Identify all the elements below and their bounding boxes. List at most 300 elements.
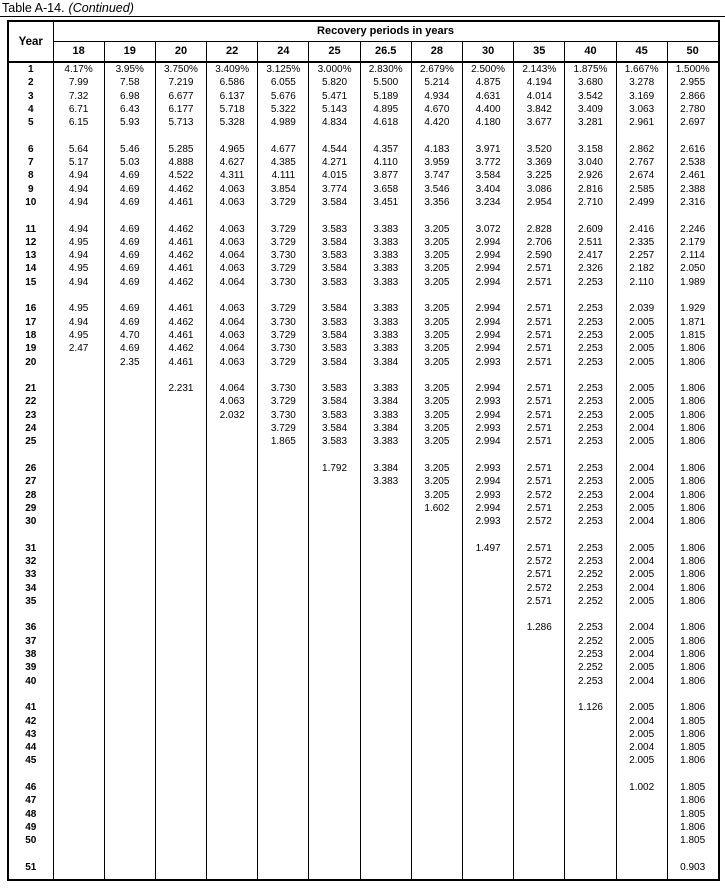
- rate-cell: [360, 715, 411, 728]
- rate-cell: [155, 582, 206, 595]
- rate-cell: 4.461: [155, 302, 206, 315]
- rate-cell: 2.005: [616, 754, 667, 767]
- rate-cell: 1.806: [667, 475, 718, 488]
- table-row-year-40: [8, 675, 719, 688]
- rate-cell: [53, 502, 104, 515]
- spacer-cell: [565, 369, 616, 382]
- rate-cell: [155, 475, 206, 488]
- rate-cell: [258, 502, 309, 515]
- year-cell: 46: [8, 781, 53, 794]
- table-row-year-9: [8, 183, 719, 196]
- rate-cell: [309, 475, 360, 488]
- rate-cell: 3.063: [616, 103, 667, 116]
- rate-cell: 5.189: [360, 90, 411, 103]
- spacer-cell: [258, 608, 309, 621]
- rate-cell: 0.903: [667, 861, 718, 874]
- rate-cell: 5.713: [155, 116, 206, 129]
- rate-cell: 2.004: [616, 741, 667, 754]
- rate-cell: 2.572: [514, 582, 565, 595]
- spacer-cell: [411, 129, 462, 142]
- rate-cell: 2.005: [616, 316, 667, 329]
- rate-cell: [104, 409, 155, 422]
- rate-cell: 5.718: [207, 103, 258, 116]
- year-cell: 25: [8, 435, 53, 448]
- rate-cell: 4.311: [207, 169, 258, 182]
- rate-cell: 2.005: [616, 409, 667, 422]
- rate-cell: 2.388: [667, 183, 718, 196]
- spacer-cell: [565, 768, 616, 781]
- rate-cell: [411, 728, 462, 741]
- year-cell: 5: [8, 116, 53, 129]
- year-cell: 41: [8, 701, 53, 714]
- rate-cell: 3.729: [258, 329, 309, 342]
- rate-cell: 4.462: [155, 249, 206, 262]
- year-cell: 23: [8, 409, 53, 422]
- rate-cell: 2.994: [463, 475, 514, 488]
- rate-cell: [53, 395, 104, 408]
- rate-cell: 2.866: [667, 90, 718, 103]
- rate-cell: [309, 635, 360, 648]
- rate-cell: 2.994: [463, 329, 514, 342]
- rate-cell: [565, 794, 616, 807]
- rate-cell: 2.538: [667, 156, 718, 169]
- rate-cell: 3.583: [309, 435, 360, 448]
- spacer-cell: [207, 848, 258, 861]
- spacer-cell: [8, 369, 53, 382]
- rate-cell: [411, 741, 462, 754]
- rate-cell: [155, 409, 206, 422]
- rate-cell: 4.544: [309, 143, 360, 156]
- rate-cell: 1.815: [667, 329, 718, 342]
- rate-cell: 3.383: [360, 475, 411, 488]
- table-row-year-46: [8, 781, 719, 794]
- rate-cell: 1.871: [667, 316, 718, 329]
- rate-cell: 4.063: [207, 302, 258, 315]
- table-row-year-35: [8, 595, 719, 608]
- rate-cell: [104, 542, 155, 555]
- rate-cell: 1.286: [514, 621, 565, 634]
- table-row-year-21: [8, 382, 719, 395]
- table-row-year-18: [8, 329, 719, 342]
- rate-cell: [463, 648, 514, 661]
- rate-cell: [309, 648, 360, 661]
- rate-cell: [565, 834, 616, 847]
- spacer-cell: [207, 688, 258, 701]
- spacer-cell: [104, 129, 155, 142]
- rate-cell: 2.004: [616, 715, 667, 728]
- rate-cell: [309, 781, 360, 794]
- spacer-cell: [258, 369, 309, 382]
- rate-cell: 4.95: [53, 302, 104, 315]
- table-row-year-36: [8, 621, 719, 634]
- rate-cell: 2.005: [616, 395, 667, 408]
- spacer-cell: [258, 688, 309, 701]
- rate-cell: 2.252: [565, 595, 616, 608]
- rate-cell: 3.584: [463, 169, 514, 182]
- rate-cell: [360, 675, 411, 688]
- spacer-cell: [53, 688, 104, 701]
- spacer-cell: [667, 688, 718, 701]
- rate-cell: 2.830%: [360, 62, 411, 76]
- rate-cell: [207, 621, 258, 634]
- rate-cell: [360, 808, 411, 821]
- rate-cell: 4.461: [155, 262, 206, 275]
- spacer-cell: [565, 449, 616, 462]
- rate-cell: 2.571: [514, 316, 565, 329]
- rate-cell: [411, 635, 462, 648]
- column-header-28: 28: [411, 41, 462, 62]
- spacer-cell: [616, 848, 667, 861]
- spacer-cell: [309, 528, 360, 541]
- rate-cell: 2.994: [463, 382, 514, 395]
- spacer-cell: [309, 209, 360, 222]
- rate-cell: [155, 635, 206, 648]
- spacer-cell: [207, 209, 258, 222]
- spacer-cell: [155, 129, 206, 142]
- rate-cell: 2.674: [616, 169, 667, 182]
- spacer-cell: [104, 874, 155, 880]
- rate-cell: 2.35: [104, 356, 155, 369]
- rate-cell: 2.993: [463, 489, 514, 502]
- rate-cell: 4.357: [360, 143, 411, 156]
- rate-cell: [258, 834, 309, 847]
- rate-cell: 3.383: [360, 223, 411, 236]
- table-row-year-44: [8, 741, 719, 754]
- rate-cell: 2.993: [463, 356, 514, 369]
- rate-cell: 1.806: [667, 542, 718, 555]
- rate-cell: [309, 595, 360, 608]
- rate-cell: 4.462: [155, 316, 206, 329]
- table-row-year-12: [8, 236, 719, 249]
- rate-cell: 2.005: [616, 435, 667, 448]
- rate-cell: 1.806: [667, 582, 718, 595]
- table-row-year-23: [8, 409, 719, 422]
- rate-cell: 2.993: [463, 422, 514, 435]
- rate-cell: 3.842: [514, 103, 565, 116]
- rate-cell: 2.253: [565, 395, 616, 408]
- rate-cell: [104, 701, 155, 714]
- year-cell: 47: [8, 794, 53, 807]
- spacer-cell: [616, 209, 667, 222]
- year-cell: 7: [8, 156, 53, 169]
- spacer-cell: [667, 874, 718, 880]
- rate-cell: 2.253: [565, 515, 616, 528]
- rate-cell: [155, 781, 206, 794]
- year-cell: 1: [8, 62, 53, 76]
- rate-cell: 3.854: [258, 183, 309, 196]
- spacer-cell: [258, 289, 309, 302]
- rate-cell: [53, 715, 104, 728]
- rate-cell: [53, 794, 104, 807]
- rate-cell: 2.257: [616, 249, 667, 262]
- spacer-cell: [207, 129, 258, 142]
- year-cell: 15: [8, 276, 53, 289]
- rate-cell: 4.95: [53, 262, 104, 275]
- rate-cell: 4.461: [155, 196, 206, 209]
- rate-cell: 2.994: [463, 316, 514, 329]
- rate-cell: [258, 715, 309, 728]
- spacer-cell: [155, 528, 206, 541]
- rate-cell: [258, 821, 309, 834]
- spacer-cell: [309, 874, 360, 880]
- rate-cell: [104, 741, 155, 754]
- rate-cell: [155, 675, 206, 688]
- rate-cell: 3.729: [258, 236, 309, 249]
- table-row-year-38: [8, 648, 719, 661]
- rate-cell: [53, 409, 104, 422]
- spacer-row: [8, 129, 719, 142]
- rate-cell: [207, 422, 258, 435]
- spacer-cell: [104, 608, 155, 621]
- year-cell: 18: [8, 329, 53, 342]
- rate-cell: 2.697: [667, 116, 718, 129]
- rate-cell: 3.730: [258, 249, 309, 262]
- spacer-cell: [411, 289, 462, 302]
- rate-cell: [155, 715, 206, 728]
- rate-cell: 3.281: [565, 116, 616, 129]
- rate-cell: 2.253: [565, 329, 616, 342]
- rate-cell: 2.994: [463, 409, 514, 422]
- rate-cell: [207, 462, 258, 475]
- table-row-year-5: [8, 116, 719, 129]
- rate-cell: 2.143%: [514, 62, 565, 76]
- rate-cell: [463, 621, 514, 634]
- spacer-cell: [514, 528, 565, 541]
- rate-cell: 2.005: [616, 329, 667, 342]
- rate-cell: [53, 834, 104, 847]
- table-row-year-16: [8, 302, 719, 315]
- rate-cell: [53, 568, 104, 581]
- table-row-year-31: [8, 542, 719, 555]
- rate-cell: 3.383: [360, 302, 411, 315]
- rate-cell: [104, 582, 155, 595]
- spacer-cell: [155, 874, 206, 880]
- rate-cell: [463, 701, 514, 714]
- rate-cell: [360, 794, 411, 807]
- table-row-year-10: [8, 196, 719, 209]
- rate-cell: [104, 728, 155, 741]
- rate-cell: 3.205: [411, 475, 462, 488]
- rate-cell: 2.179: [667, 236, 718, 249]
- rate-cell: 2.571: [514, 502, 565, 515]
- rate-cell: 3.729: [258, 196, 309, 209]
- table-row-year-7: [8, 156, 719, 169]
- rate-cell: 3.971: [463, 143, 514, 156]
- rate-cell: 2.994: [463, 302, 514, 315]
- rate-cell: 4.385: [258, 156, 309, 169]
- rate-cell: 3.369: [514, 156, 565, 169]
- rate-cell: 2.47: [53, 342, 104, 355]
- spacer-cell: [360, 608, 411, 621]
- table-header: [8, 21, 719, 62]
- year-cell: 42: [8, 715, 53, 728]
- rate-cell: 3.384: [360, 356, 411, 369]
- rate-cell: [104, 861, 155, 874]
- rate-cell: 1.929: [667, 302, 718, 315]
- rate-cell: 3.729: [258, 223, 309, 236]
- rate-cell: 3.384: [360, 462, 411, 475]
- rate-cell: [514, 661, 565, 674]
- rate-cell: [207, 728, 258, 741]
- spacer-cell: [514, 129, 565, 142]
- rate-cell: [207, 834, 258, 847]
- spacer-cell: [207, 449, 258, 462]
- rate-cell: 2.571: [514, 475, 565, 488]
- spacer-cell: [514, 874, 565, 880]
- spacer-cell: [411, 209, 462, 222]
- rate-cell: 3.383: [360, 382, 411, 395]
- rate-cell: 2.253: [565, 409, 616, 422]
- spacer-cell: [53, 369, 104, 382]
- rate-cell: [463, 781, 514, 794]
- year-cell: 17: [8, 316, 53, 329]
- spacer-cell: [258, 768, 309, 781]
- rate-cell: [53, 595, 104, 608]
- rate-cell: [104, 595, 155, 608]
- spacer-cell: [53, 449, 104, 462]
- rate-cell: [411, 715, 462, 728]
- rate-cell: 1.806: [667, 595, 718, 608]
- spacer-cell: [258, 129, 309, 142]
- spacer-row: [8, 449, 719, 462]
- rate-cell: 5.143: [309, 103, 360, 116]
- rate-cell: 4.69: [104, 342, 155, 355]
- spacer-cell: [565, 209, 616, 222]
- spacer-row: [8, 768, 719, 781]
- spacer-cell: [616, 528, 667, 541]
- spacer-cell: [309, 768, 360, 781]
- rate-cell: 4.94: [53, 276, 104, 289]
- rate-cell: 2.571: [514, 595, 565, 608]
- spacer-cell: [616, 688, 667, 701]
- rate-cell: [309, 661, 360, 674]
- spacer-cell: [309, 129, 360, 142]
- rate-cell: 3.158: [565, 143, 616, 156]
- rate-cell: 4.420: [411, 116, 462, 129]
- rate-cell: [53, 542, 104, 555]
- rate-cell: 2.461: [667, 169, 718, 182]
- rate-cell: [309, 861, 360, 874]
- rate-cell: 1.805: [667, 715, 718, 728]
- rate-cell: 4.063: [207, 236, 258, 249]
- spacer-cell: [616, 768, 667, 781]
- rate-cell: 6.137: [207, 90, 258, 103]
- rate-cell: [616, 794, 667, 807]
- rate-cell: 2.416: [616, 223, 667, 236]
- spacer-cell: [667, 449, 718, 462]
- rate-cell: [207, 555, 258, 568]
- rate-cell: 1.806: [667, 462, 718, 475]
- rate-cell: [309, 821, 360, 834]
- rate-cell: [411, 582, 462, 595]
- rate-cell: 2.571: [514, 435, 565, 448]
- rate-cell: 7.58: [104, 76, 155, 89]
- rate-cell: [104, 568, 155, 581]
- spacer-cell: [360, 848, 411, 861]
- rate-cell: 3.278: [616, 76, 667, 89]
- rate-cell: 2.005: [616, 475, 667, 488]
- column-header-45: 45: [616, 41, 667, 62]
- rate-cell: 2.571: [514, 422, 565, 435]
- rate-cell: [207, 861, 258, 874]
- rate-cell: [463, 568, 514, 581]
- rate-cell: [565, 754, 616, 767]
- year-cell: 19: [8, 342, 53, 355]
- spacer-cell: [514, 449, 565, 462]
- rate-cell: 4.180: [463, 116, 514, 129]
- rate-cell: 5.214: [411, 76, 462, 89]
- table-row-year-48: [8, 808, 719, 821]
- rate-cell: 4.70: [104, 329, 155, 342]
- rate-cell: [309, 808, 360, 821]
- spacer-cell: [8, 528, 53, 541]
- rate-cell: [53, 621, 104, 634]
- rate-cell: [360, 568, 411, 581]
- rate-cell: [155, 515, 206, 528]
- spacer-cell: [514, 608, 565, 621]
- rate-cell: 2.993: [463, 462, 514, 475]
- rate-cell: 1.500%: [667, 62, 718, 76]
- rate-cell: 2.253: [565, 582, 616, 595]
- rate-cell: [565, 821, 616, 834]
- rate-cell: 2.253: [565, 621, 616, 634]
- rate-cell: [258, 475, 309, 488]
- rate-cell: 3.125%: [258, 62, 309, 76]
- spacer-cell: [104, 528, 155, 541]
- rate-cell: [309, 675, 360, 688]
- rate-cell: 2.571: [514, 462, 565, 475]
- spacer-cell: [616, 369, 667, 382]
- spacer-cell: [463, 768, 514, 781]
- rate-cell: 3.234: [463, 196, 514, 209]
- rate-cell: 3.959: [411, 156, 462, 169]
- rate-cell: [104, 661, 155, 674]
- rate-cell: [463, 582, 514, 595]
- rate-cell: [411, 621, 462, 634]
- rate-cell: [155, 754, 206, 767]
- rate-cell: 2.252: [565, 661, 616, 674]
- rate-cell: [104, 435, 155, 448]
- rate-cell: [309, 715, 360, 728]
- year-cell: 44: [8, 741, 53, 754]
- spacer-cell: [360, 369, 411, 382]
- rate-cell: 2.252: [565, 635, 616, 648]
- spacer-cell: [155, 608, 206, 621]
- rate-cell: [155, 395, 206, 408]
- spacer-cell: [207, 874, 258, 880]
- rate-cell: 2.253: [565, 382, 616, 395]
- year-cell: 3: [8, 90, 53, 103]
- rate-cell: 2.571: [514, 276, 565, 289]
- spacer-cell: [667, 768, 718, 781]
- rate-cell: [104, 821, 155, 834]
- rate-cell: 4.677: [258, 143, 309, 156]
- rate-cell: [155, 701, 206, 714]
- year-cell: 40: [8, 675, 53, 688]
- rate-cell: [360, 821, 411, 834]
- rate-cell: 2.572: [514, 555, 565, 568]
- year-cell: 51: [8, 861, 53, 874]
- rate-cell: 2.004: [616, 515, 667, 528]
- rate-cell: [411, 595, 462, 608]
- spacer-cell: [360, 768, 411, 781]
- spacer-row: [8, 874, 719, 880]
- rate-cell: [360, 861, 411, 874]
- rate-cell: [258, 555, 309, 568]
- rate-cell: 3.384: [360, 422, 411, 435]
- rate-cell: 2.679%: [411, 62, 462, 76]
- rate-cell: [258, 462, 309, 475]
